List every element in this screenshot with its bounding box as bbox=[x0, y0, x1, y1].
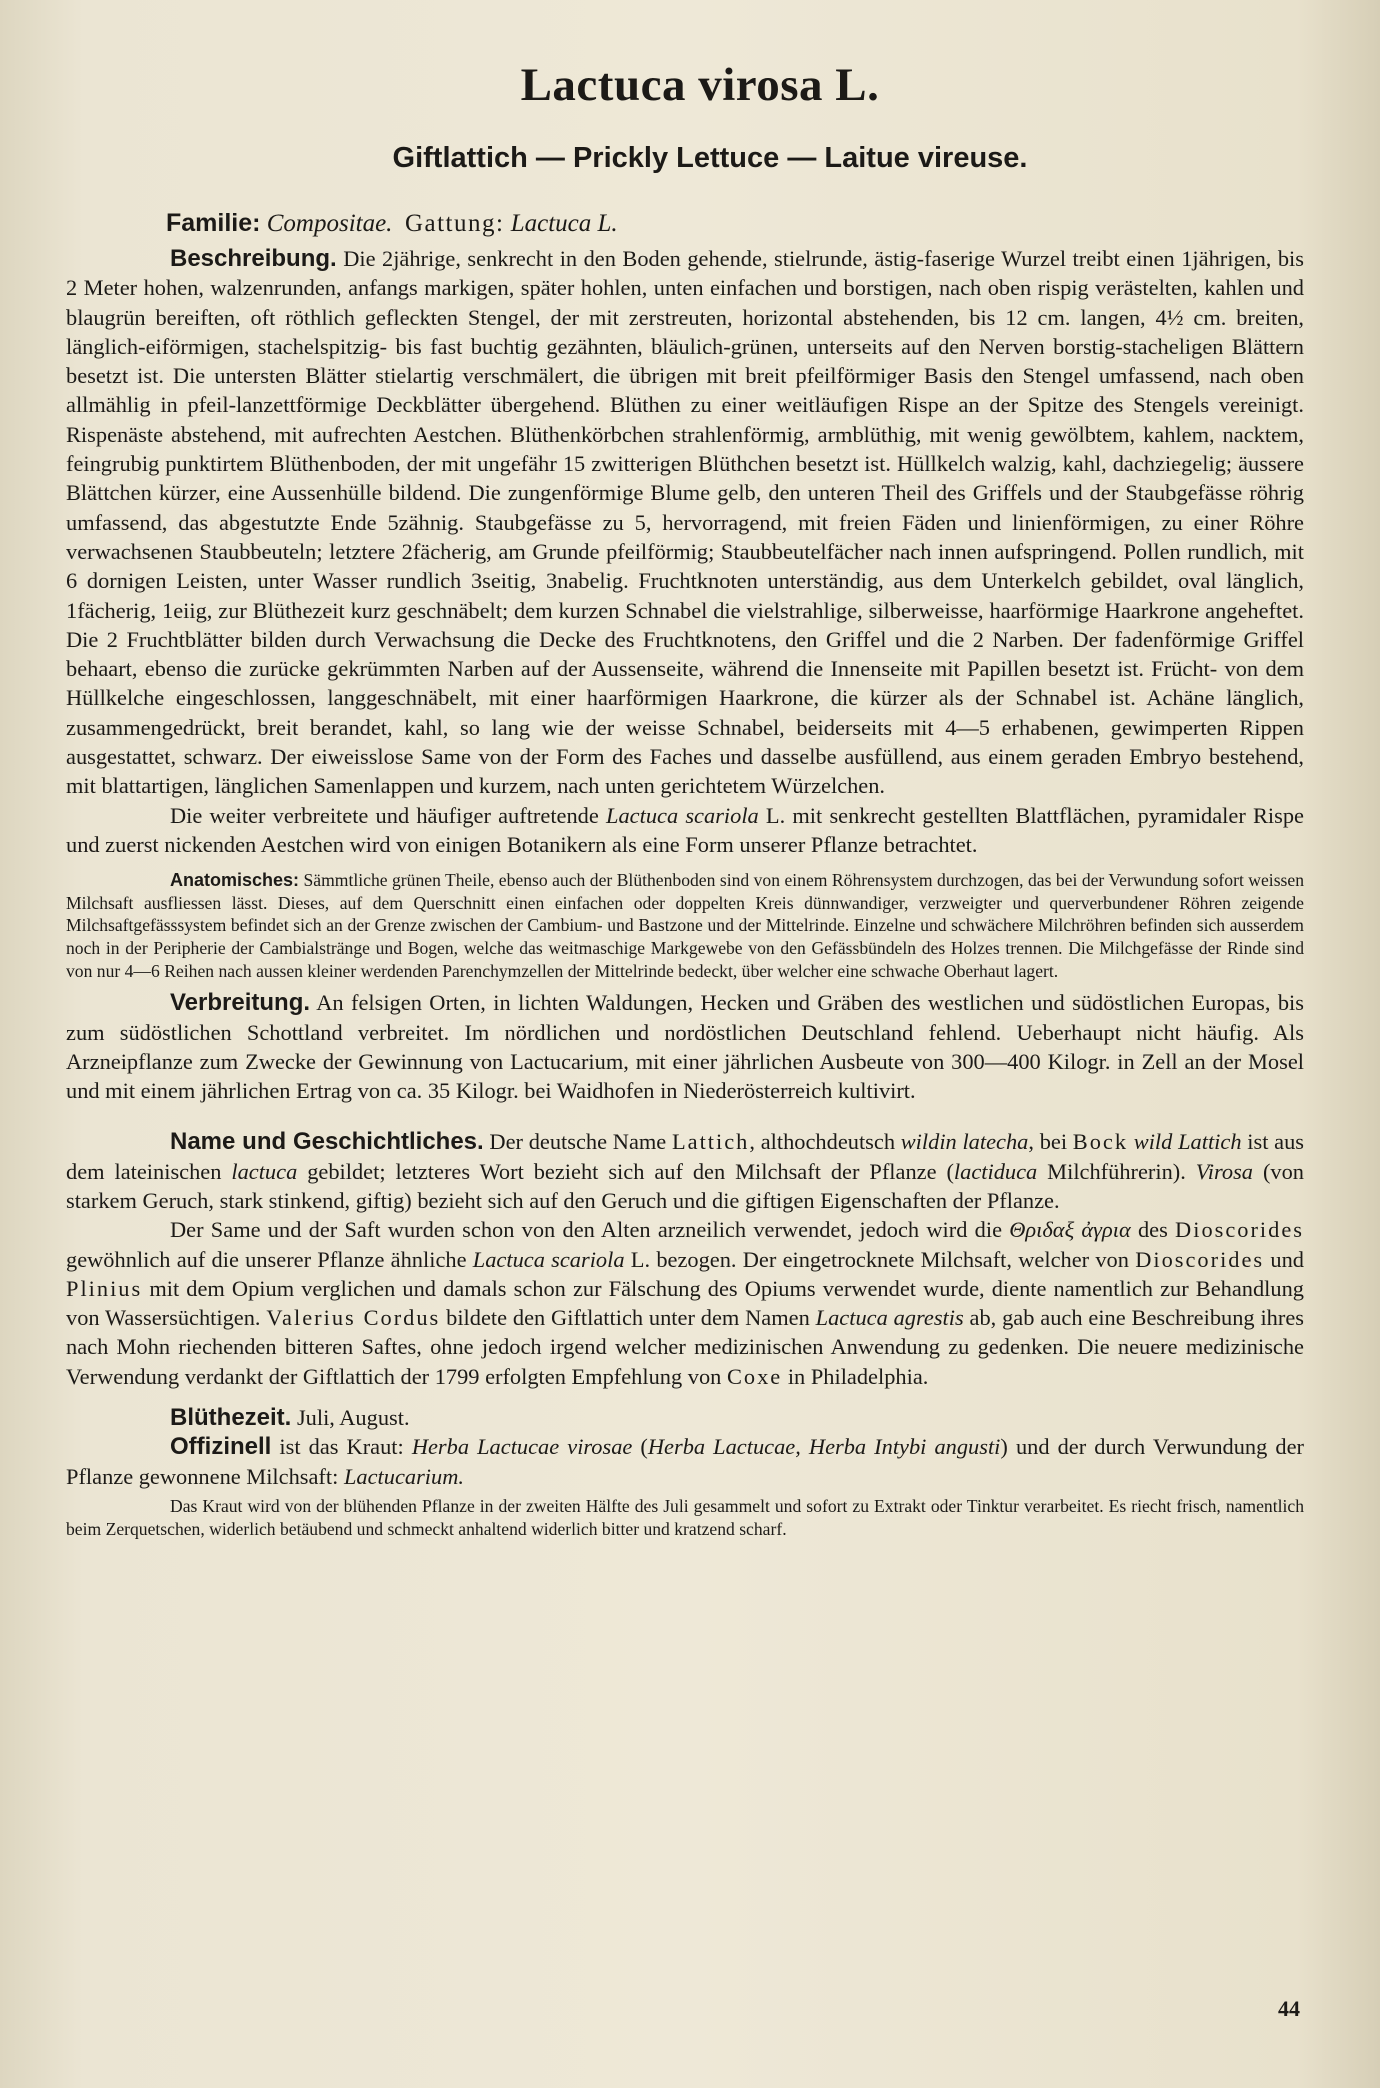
family-label: Familie: bbox=[166, 209, 261, 237]
page-title: Lactuca virosa L. bbox=[520, 59, 880, 111]
anatomy-paragraph bbox=[66, 869, 1304, 982]
description-heading: Beschreibung. bbox=[170, 245, 337, 272]
description-text: Die 2jährige, senkrecht in den Boden gehende, stielrunde, ästig-faserige Wurzel treibt einen 1jährigen, bis 2 Meter hohen, walzenrunden, anfangs markigen, später hohlen, unten einfachen und borstigen, nach oben rispig verästelten, kahlen und blaugrün bereiften, oft röthlich gefleckten Stengel, der mit zerstreuten, horizontal abstehenden, bis 12 cm. langen, 4½ cm. breiten, länglich-eiförmigen, stachelspitzig- bis fast buchtig gezähnten, bläulich-grünen, unterseits auf den Nerven borstig-stacheligen Blättern besetzt ist. Die untersten Blätter stielartig verschmälert, die übrigen mit breit pfeilförmiger Basis den Stengel umfassend, nach oben allmählig in pfeil-lanzettförmige Deckblätter übergehend. Blüthen zu einer weitläufigen Rispe an der Spitze des Stengels vereinigt. Rispenäste abstehend, mit aufrechten Aestchen. Blüthenkörbchen strahlenförmig, armblüthig, mit wenig gewölbtem, kahlem, nacktem, feingrubig punktirtem Blüthenboden, der mit ungefähr 15 zwitterigen Blüthchen besetzt ist. Hüllkelch walzig, kahl, dachziegelig; äussere Blättchen kürzer, eine Aussenhülle bildend. Die zungenförmige Blume gelb, den unteren Theil des Griffels und der Staubgefässe röhrig umfassend, das abgestutzte Ende 5zähnig. Staubgefässe zu 5, hervorragend, mit freien Fäden und linienförmigen, zu einer Röhre verwachsenen Staubbeuteln; letztere 2fächerig, am Grunde pfeilförmig; Staubbeutelfächer nach innen aufspringend. Pollen rundlich, mit 6 dornigen Leisten, unter Wasser rundlich 3seitig, 3nabelig. Fruchtknoten unterständig, aus dem Unterkelch gebildet, oval länglich, 1fächerig, 1eiig, zur Blüthezeit kurz geschnäbelt; dem kurzen Schnabel die vielstrahlige, silberweisse, haarförmige Haarkrone angeheftet. Die 2 Fruchtblätter bilden durch Verwachsung die Decke des Fruchtknotens, den Griffel und die 2 Narben. Der fadenförmige Griffel behaart, ebenso die zurücke gekrümmten Narben auf der Aussenseite, während die Innenseite mit Papillen besetzt ist. Frücht- von dem Hüllkelche eingeschlossen, langgeschnäbelt, mit einer haarförmigen Haarkrone, die kürzer als der Schnabel ist. Achäne länglich, zusammengedrückt, breit berandet, kahl, so lang wie der weisse Schnabel, beiderseits mit 4—5 erhabenen, gewimperten Rippen ausgestattet, schwarz. Der eiweisslose Same von der Form des Faches und dasselbe ausfüllend, aus einem geraden Embryo bestehend, mit blattartigen, länglichen Samenlappen und kurzem, nach unten gerichtetem Würzelchen. bbox=[66, 246, 1304, 799]
distribution-paragraph bbox=[66, 988, 1304, 1105]
distribution-heading: Verbreitung. bbox=[170, 989, 311, 1017]
flowering-paragraph bbox=[66, 1403, 1304, 1432]
distribution-text: An felsigen Orten, in lichten Waldungen, Hecken und Gräben des westlichen und südöstlichen Europas, bis zum südöstlichen Schottland verbreitet. Im nördlichen und nordöstlichen Deutschland fehlend. Ueberhaupt nicht häufig. Als Arzneipflanze zum Zwecke der Gewinnung von Lactucarium, mit einer jährlichen Ausbeute von 300—400 Kilogr. in Zell an der Mosel und mit einem jährlichen Ertrag von ca. 35 Kilogr. bei Waidhofen in Niederösterreich kultivirt. bbox=[66, 990, 1304, 1104]
history-heading: Name und Geschichtliches. bbox=[170, 1128, 484, 1156]
flowering-text: Juli, August. bbox=[296, 1405, 410, 1431]
page-number: 44 bbox=[1278, 1996, 1300, 2021]
description-paragraph-2: Die weiter verbreitete und häufiger auftretende Lactuca scariola L. mit senkrecht gestellten Blattflächen, pyramidaler Rispe und zuerst nickenden Aestchen wird von einigen Botanikern als eine Form unserer Pflanze betrachtet. bbox=[66, 802, 1304, 857]
genus-label: Gattung: bbox=[404, 210, 505, 237]
officinal-paragraph: Offizinell ist das Kraut: Herba Lactucae virosae (Herba Lactucae, Herba Intybi angusti) und der durch Verwundung der Pflanze gewonnene Milchsaft: Lactucarium. bbox=[66, 1433, 1304, 1489]
history-paragraph: Name und Geschichtliches. Der deutsche Name Lattich, althochdeutsch wildin latecha, bei Bock wild Lattich ist aus dem lateinischen lactuca gebildet; letzteres Wort bezieht sich auf den Milchsaft der Pflanze (lactiduca Milchführerin). Virosa (von starkem Geruch, stark stinkend, giftig) bezieht sich auf den Geruch und die giftigen Eigenschaften der Pflanze. bbox=[66, 1128, 1304, 1213]
officinal-heading: Offizinell bbox=[170, 1433, 272, 1461]
history-paragraph-2: Der Same und der Saft wurden schon von den Alten arzneilich verwendet, jedoch wird die Θριδαξ ἀγρια des Dioscorides gewöhnlich auf die unserer Pflanze ähnliche Lactuca scariola L. bezogen. Der eingetrocknete Milchsaft, welcher von Dioscorides und Plinius mit dem Opium verglichen und damals schon zur Fälschung des Opiums verwendet wurde, diente namentlich zur Behandlung von Wassersüchtigen. Valerius Cordus bildete den Giftlattich unter dem Namen Lactuca agrestis ab, gab auch eine Beschreibung ihres nach Mohn riechenden bitteren Saftes, ohne jedoch irgend welcher medizinischen Anwendung zu gedenken. Die neuere medizinische Verwendung verdankt der Giftlattich der 1799 erfolgten Empfehlung von Coxe in Philadelphia. bbox=[66, 1217, 1305, 1389]
flowering-heading: Blüthezeit. bbox=[170, 1404, 292, 1432]
family-line bbox=[166, 209, 1304, 238]
description-paragraph bbox=[66, 244, 1304, 801]
anatomy-heading: Anatomisches: bbox=[170, 870, 300, 891]
officinal-small-text: Das Kraut wird von der blühenden Pflanze in der zweiten Hälfte des Juli gesammelt und sofort zu Extrakt oder Tinktur verarbeitet. Es riecht frisch, namentlich beim Zerquetschen, widerlich betäubend und schmeckt anhaltend widerlich bitter und kratzend scharf. bbox=[66, 1495, 1304, 1539]
genus-value: Lactuca L. bbox=[510, 210, 618, 237]
family-value: Compositae. bbox=[266, 210, 393, 237]
page-subtitle: Giftlattich — Prickly Lettuce — Laitue vireuse. bbox=[392, 142, 1028, 174]
anatomy-text: Sämmtliche grünen Theile, ebenso auch der Blüthenboden sind von einem Röhrensystem durchzogen, das bei der Verwundung sofort weissen Milchsaft ausfliessen lässt. Dieses, auf dem Querschnitt einen einfachen oder doppelten Kreis dünnwandiger, verzweigter und querverbundener Röhren zeigende Milchsaftgefässsystem befindet sich an der Grenze zwischen der Cambium- und Bastzone und der Mittelrinde. Einzelne und schwächere Milchröhren befinden sich ausserdem noch in der Peripherie der Cambialstränge und Bogen, welche das weitmaschige Markgewebe von den Gefässbündeln des Holzes trennen. Die Milchgefässe der Rinde sind von nur 4—6 Reihen nach aussen kleiner werdenden Parenchymzellen der Mittelrinde bedeckt, über welcher eine schwache Oberhaut lagert. bbox=[66, 870, 1304, 981]
